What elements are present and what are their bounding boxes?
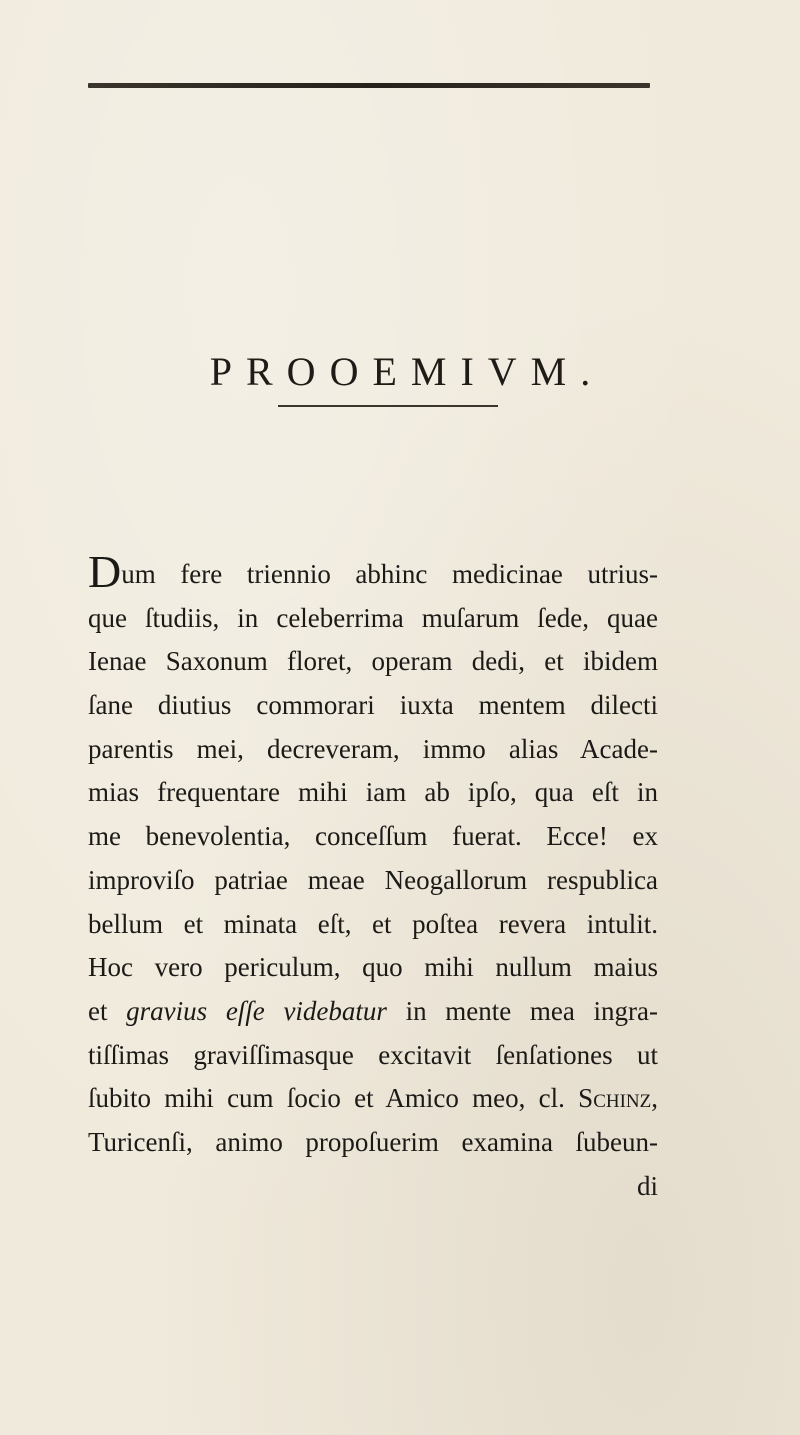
first-line-rest: um fere triennio abhinc medicinae utrius- <box>121 559 658 589</box>
text-line-8: improviſo patriae meae Neogallorum respublica <box>88 864 658 895</box>
drop-cap: D <box>88 546 122 597</box>
text-line-4: ſane diutius commorari iuxta mentem dilecti <box>88 690 658 721</box>
italic-line-after: in mente mea ingra- <box>386 995 658 1026</box>
text-line-5: parentis mei, decreveram, immo alias Acade- <box>88 733 658 764</box>
text-line-12: tiſſimas graviſſimasque excitavit ſenſationes ut <box>88 1039 658 1070</box>
text-line-14: Turicenſi, animo propoſuerim examina ſubeun- <box>88 1126 658 1157</box>
text-line-6: mias frequentare mihi iam ab ipſo, qua eſt in <box>88 777 658 808</box>
text-line-2: que ſtudiis, in celeberrima muſarum ſede, quae <box>88 602 658 633</box>
text-line-7: me benevolentia, conceſſum fuerat. Ecce! ex <box>88 821 658 852</box>
italic-line-before: et <box>88 995 127 1026</box>
catchword: di <box>636 1170 658 1201</box>
author-name: Schinz, <box>578 1083 658 1114</box>
text-line-3: Ienae Saxonum floret, operam dedi, et ibidem <box>88 646 658 677</box>
title-rule <box>278 405 498 407</box>
text-line-9: bellum et minata eſt, et poſtea revera intulit. <box>88 908 658 939</box>
text-line-1 <box>88 546 658 597</box>
line-13-text: ſubito mihi cum ſocio et Amico meo, cl. <box>88 1083 579 1114</box>
text-line-13 <box>88 1077 658 1121</box>
text-line-10: Hoc vero periculum, quo mihi nullum maius <box>88 952 658 983</box>
body-text <box>88 546 658 1208</box>
page-title: PROOEMIVM. <box>209 349 605 394</box>
top-rule <box>88 83 650 88</box>
text-line-11 <box>88 990 658 1034</box>
italic-phrase: gravius eſſe videbatur <box>126 995 387 1026</box>
